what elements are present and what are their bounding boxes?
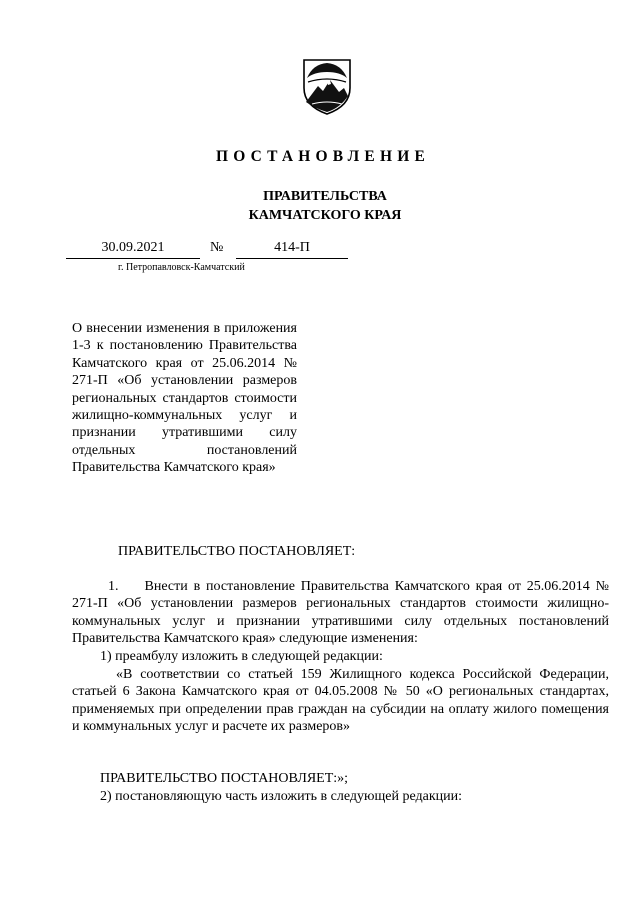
item-1-number: 1.	[108, 579, 119, 594]
decree-heading: ПРАВИТЕЛЬСТВО ПОСТАНОВЛЯЕТ:	[118, 544, 356, 559]
government-name	[0, 187, 640, 225]
number-label: №	[210, 240, 224, 255]
city-label: г. Петропавловск-Камчатский	[118, 262, 245, 273]
document-title: ПОСТАНОВЛЕНИЕ	[215, 148, 431, 165]
document-subject: О внесении изменения в приложения 1-3 к постановлению Правительства Камчатского края от 25.06.2014 № 271-П «Об установлении размеров региональных стандартов стоимости жилищно-коммунальных услуг и признании утратившими силу отдельных постановлений Правительства Камчатского края»	[72, 321, 297, 476]
government-line-1: ПРАВИТЕЛЬСТВА	[263, 189, 387, 204]
quoted-preamble: «В соответствии со статьей 159 Жилищного кодекса Российской Федерации, статьей 6 Закона Камчатского края от 04.05.2008 № 50 «О региональных стандартах, применяемых при определении прав граждан на субсидии на оплату жилого помещения и коммунальных услуг и расчете их размеров»	[72, 667, 609, 735]
document-date: 30.09.2021	[66, 240, 200, 259]
document-number: 414-П	[236, 240, 348, 259]
subitem-1: 1) преамбулу изложить в следующей редакции:	[100, 649, 383, 664]
item-1-text: Внести в постановление Правительства Камчатского края от 25.06.2014 № 271-П «Об установлении размеров региональных стандартов стоимости жилищно-коммунальных услуг и признании утратившими силу отдельных постановлений Правительства Камчатского края» следующие изменения:	[72, 579, 609, 647]
subitem-2: 2) постановляющую часть изложить в следующей редакции:	[100, 789, 463, 804]
quoted-decree: ПРАВИТЕЛЬСТВО ПОСТАНОВЛЯЕТ:»;	[100, 771, 349, 786]
government-line-2: КАМЧАТСКОГО КРАЯ	[248, 208, 402, 223]
kamchatka-coat-of-arms-icon	[300, 58, 354, 116]
item-1	[72, 578, 609, 648]
